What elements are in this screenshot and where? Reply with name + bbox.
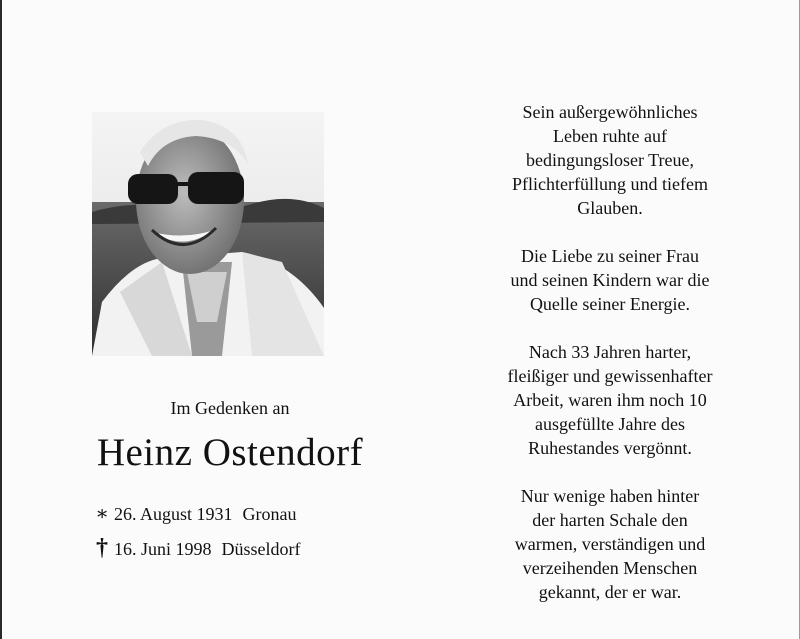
- death-cross-icon: †: [96, 535, 108, 561]
- stanza-line: und seinen Kindern war die: [510, 270, 710, 290]
- memorial-intro: Im Gedenken an: [170, 398, 290, 418]
- birth-star-icon: ∗: [95, 503, 109, 525]
- stanza-line: Quelle seiner Energie.: [529, 294, 691, 314]
- death-date: 16. Juni 1998: [114, 539, 212, 559]
- stanza-line: bedingungsloser Treue,: [526, 150, 694, 170]
- stanza-line: fleißiger und gewissenhafter: [507, 366, 713, 386]
- deceased-name: Heinz Ostendorf: [96, 431, 364, 474]
- birth-date: 26. August 1931: [114, 504, 233, 524]
- death-place: Düsseldorf: [221, 539, 301, 559]
- stanza-line: Nur wenige haben hinter: [520, 486, 700, 506]
- birth-row: [92, 501, 352, 526]
- stanza-line: Glauben.: [577, 198, 643, 218]
- stanza-line: ausgefüllte Jahre des: [535, 414, 685, 434]
- stanza: [470, 100, 750, 220]
- portrait-photo: [92, 112, 324, 356]
- stanza-line: gekannt, der er war.: [538, 582, 682, 602]
- stanza-line: Die Liebe zu seiner Frau: [521, 246, 699, 266]
- death-row: [92, 535, 352, 561]
- stanza-line: warmen, verständigen und: [514, 534, 706, 554]
- stanza-line: Ruhestandes vergönnt.: [528, 438, 692, 458]
- stanza-line: Leben ruhte auf: [553, 126, 667, 146]
- stanza-line: Sein außergewöhnliches: [522, 102, 698, 122]
- stanza-line: Pflichterfüllung und tiefem: [512, 174, 708, 194]
- stanza-line: der harten Schale den: [532, 510, 688, 530]
- stanza-line: Nach 33 Jahren harter,: [528, 342, 692, 362]
- stanza-line: Arbeit, waren ihm noch 10: [513, 390, 707, 410]
- memorial-text: [470, 100, 750, 628]
- stanza: [470, 340, 750, 460]
- card-left-edge: [0, 0, 2, 639]
- stanza: [470, 484, 750, 604]
- stanza-line: verzeihenden Menschen: [522, 558, 698, 578]
- stanza: [470, 244, 750, 316]
- birth-place: Gronau: [242, 504, 297, 524]
